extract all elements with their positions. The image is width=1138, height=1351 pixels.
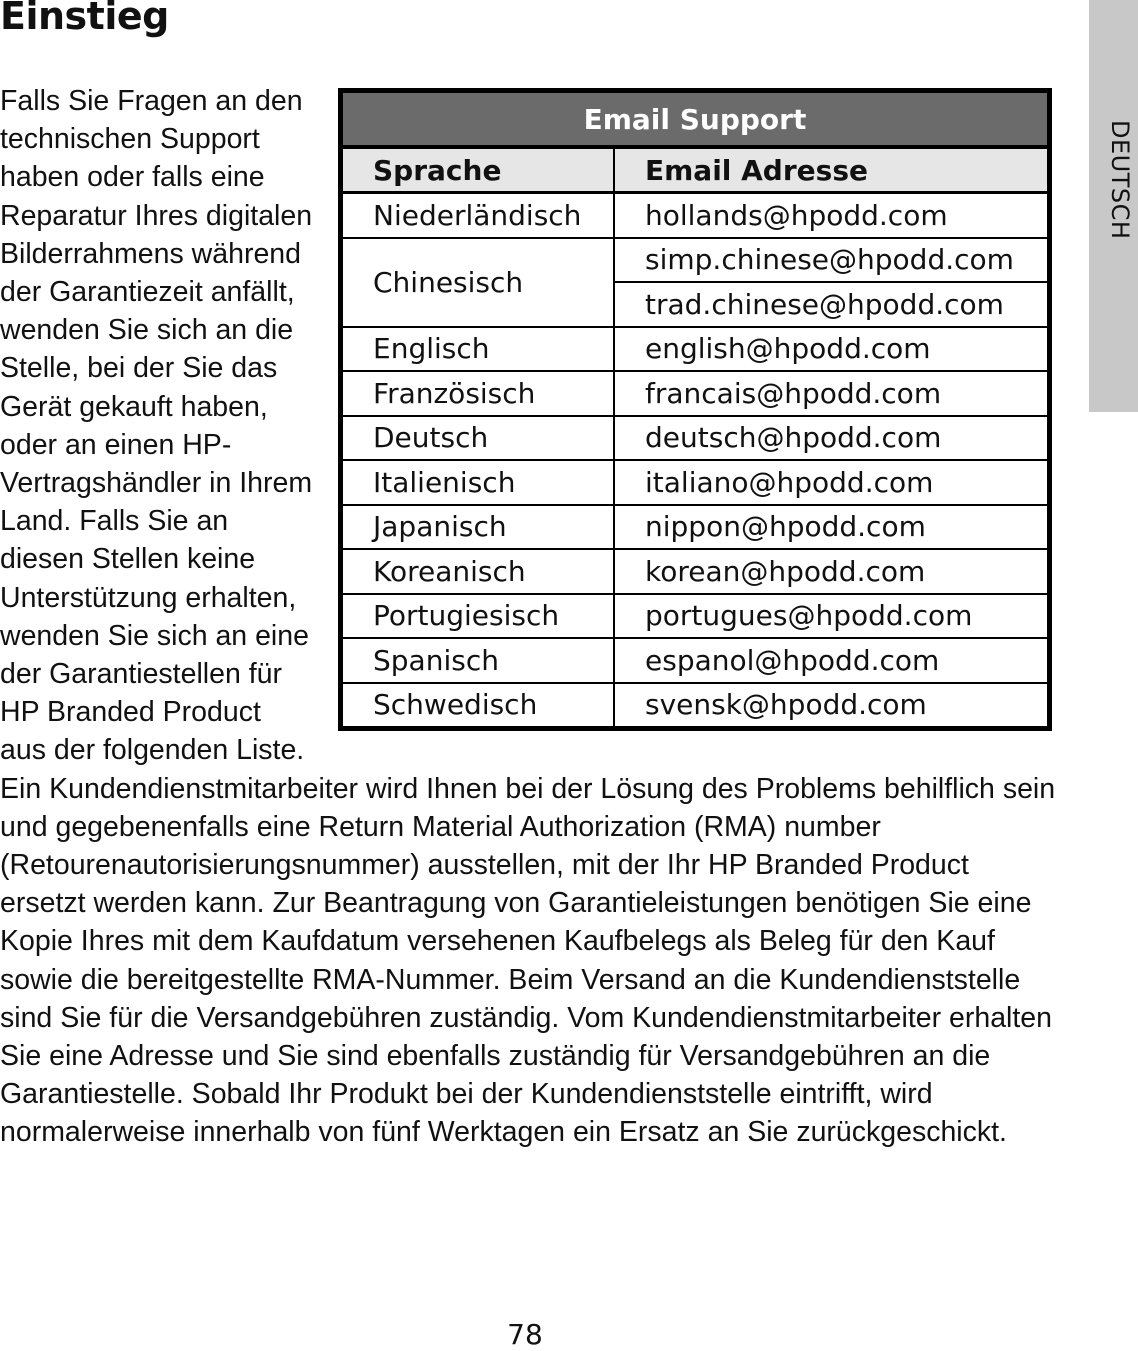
- table-row: [341, 594, 1050, 639]
- table-row: [341, 238, 1050, 283]
- table-row: [341, 460, 1050, 505]
- email-link[interactable]: francais@hpodd.com: [614, 371, 1050, 416]
- language-cell: Japanisch: [341, 505, 615, 550]
- table-row: [341, 549, 1050, 594]
- table-caption: Email Support: [341, 91, 1050, 148]
- email-link[interactable]: english@hpodd.com: [614, 327, 1050, 372]
- language-cell: Englisch: [341, 327, 615, 372]
- table-row: [341, 505, 1050, 550]
- email-link[interactable]: hollands@hpodd.com: [614, 193, 1050, 238]
- email-link[interactable]: trad.chinese@hpodd.com: [614, 282, 1050, 327]
- language-cell: Spanisch: [341, 638, 615, 683]
- table-row: [341, 193, 1050, 238]
- email-link[interactable]: italiano@hpodd.com: [614, 460, 1050, 505]
- page-title: Einstieg: [0, 0, 169, 38]
- body-paragraph: Falls Sie Fragen an den technischen Support haben oder falls eine Reparatur Ihres digitalen Bilderrahmens während der Garantiezeit anfällt, wenden Sie sich an die Stelle, bei der Sie das Gerät gekauft haben, oder an einen HP-Vertragshändler in Ihrem Land. Falls Sie an diesen Stellen keine Unterstützung erhalten, wenden Sie sich an eine der Garantiestellen für HP Branded Product aus der folgenden Liste. Ein Kundendienstmitarbeiter wird Ihnen bei der Lösung des Problems behilflich sein und gegebenenfalls eine Return Material Authorization (RMA) number (Retourenautorisierungsnummer) ausstellen, mit der Ihr HP Branded Product ersetzt werden kann. Zur Beantragung von Garantieleistungen benötigen Sie eine Kopie Ihres mit dem Kaufdatum versehenen Kaufbelegs als Beleg für den Kauf sowie die bereitgestellte RMA-Nummer. Beim Versand an die Kundendienststelle sind Sie für die Versandgebühren zuständig. Vom Kundendienstmitarbeiter erhalten Sie eine Adresse und Sie sind ebenfalls zuständig für Versandgebühren an die Garantiestelle. Sobald Ihr Produkt bei der Kundendienststelle eintrifft, wird normalerweise innerhalb von fünf Werktagen ein Ersatz an Sie zurückgeschickt.: [0, 85, 1056, 1149]
- email-support-table: [338, 88, 1052, 731]
- language-cell: Französisch: [341, 371, 615, 416]
- language-cell: Niederländisch: [341, 193, 615, 238]
- column-header-email: Email Adresse: [614, 147, 1050, 193]
- language-cell: Deutsch: [341, 416, 615, 461]
- language-cell: Chinesisch: [341, 238, 615, 327]
- email-link[interactable]: deutsch@hpodd.com: [614, 416, 1050, 461]
- language-cell: Schwedisch: [341, 683, 615, 729]
- language-cell: Italienisch: [341, 460, 615, 505]
- language-cell: Portugiesisch: [341, 594, 615, 639]
- table-row: [341, 371, 1050, 416]
- email-link[interactable]: korean@hpodd.com: [614, 549, 1050, 594]
- email-link[interactable]: svensk@hpodd.com: [614, 683, 1050, 729]
- table-row: [341, 638, 1050, 683]
- language-side-tab-label: DEUTSCH: [1106, 120, 1134, 240]
- email-link[interactable]: portugues@hpodd.com: [614, 594, 1050, 639]
- language-cell: Koreanisch: [341, 549, 615, 594]
- table-row: [341, 327, 1050, 372]
- content-area: [0, 82, 1058, 1152]
- email-link[interactable]: espanol@hpodd.com: [614, 638, 1050, 683]
- page-number: 78: [507, 1318, 543, 1351]
- email-link[interactable]: nippon@hpodd.com: [614, 505, 1050, 550]
- email-link[interactable]: simp.chinese@hpodd.com: [614, 238, 1050, 283]
- table-row: [341, 683, 1050, 729]
- column-header-language: Sprache: [341, 147, 615, 193]
- table-row: [341, 416, 1050, 461]
